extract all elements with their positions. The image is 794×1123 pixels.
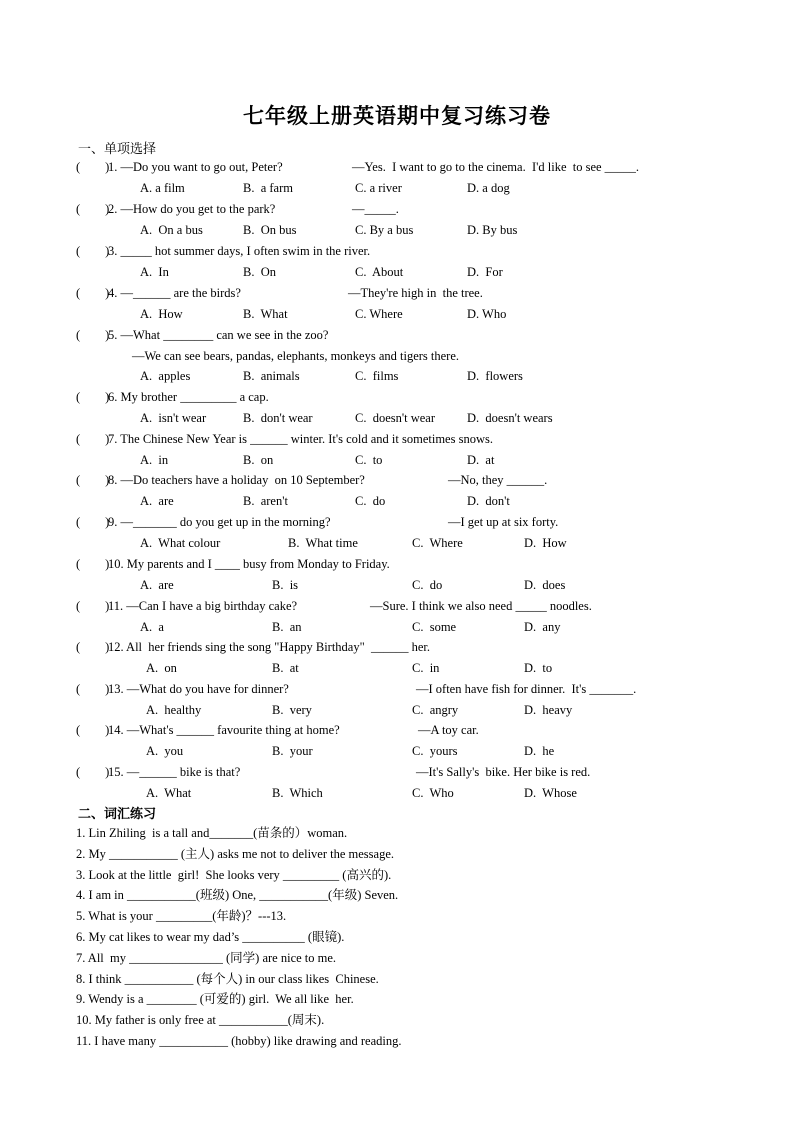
answer-option[interactable]: B. don't wear — [243, 411, 313, 425]
answer-option[interactable]: C. to — [355, 453, 383, 467]
question-response: —They're high in the tree. — [348, 286, 483, 300]
question-text: 7. The Chinese New Year is ______ winter. It's cold and it sometimes snows. — [108, 432, 493, 446]
question-row — [0, 284, 794, 302]
question-row — [0, 513, 794, 531]
question-response: —I often have fish for dinner. It's _______. — [416, 682, 637, 696]
question-response: —It's Sally's bike. Her bike is red. — [416, 765, 591, 779]
options-row — [0, 618, 794, 636]
answer-option[interactable]: A. you — [146, 744, 184, 758]
answer-option[interactable]: A. on — [146, 661, 177, 675]
vocab-item[interactable]: 8. I think ___________ (每个人) in our class likes Chinese. — [76, 972, 379, 986]
question-row — [0, 158, 794, 176]
answer-bracket[interactable]: ( ) — [76, 599, 110, 613]
answer-option[interactable]: D. flowers — [467, 369, 523, 383]
answer-option[interactable]: B. On bus — [243, 223, 297, 237]
answer-option[interactable]: D. at — [467, 453, 495, 467]
answer-option[interactable]: B. Which — [272, 786, 323, 800]
answer-option[interactable]: B. a farm — [243, 181, 293, 195]
answer-option[interactable]: C. Where — [412, 536, 463, 550]
section-heading-multiple-choice: 一、单项选择 — [78, 142, 157, 157]
answer-bracket[interactable]: ( ) — [76, 723, 110, 737]
answer-option[interactable]: D. Who — [467, 307, 507, 321]
vocab-item[interactable]: 11. I have many ___________ (hobby) like drawing and reading. — [76, 1034, 402, 1048]
answer-option[interactable]: B. What — [243, 307, 288, 321]
answer-option[interactable]: C. yours — [412, 744, 458, 758]
vocab-item[interactable]: 6. My cat likes to wear my dad’s __________ (眼镜). — [76, 930, 345, 944]
options-row — [0, 742, 794, 760]
answer-option[interactable]: C. doesn't wear — [355, 411, 436, 425]
question-response: —We can see bears, pandas, elephants, monkeys and tigers there. — [132, 349, 460, 363]
answer-option[interactable]: C. By a bus — [355, 223, 414, 237]
vocab-item[interactable]: 4. I am in ___________(班级) One, ___________(年级) Seven. — [76, 888, 399, 902]
question-text: 9. —_______ do you get up in the morning? — [108, 515, 331, 529]
answer-option[interactable]: B. at — [272, 661, 299, 675]
vocab-item[interactable]: 10. My father is only free at ___________(周末). — [76, 1013, 325, 1027]
question-row — [0, 721, 794, 739]
answer-option[interactable]: D. he — [524, 744, 555, 758]
answer-bracket[interactable]: ( ) — [76, 473, 110, 487]
answer-option[interactable]: A. What — [146, 786, 192, 800]
question-response: —Sure. I think we also need _____ noodles. — [370, 599, 592, 613]
vocab-item[interactable]: 2. My ___________ (主人) asks me not to deliver the message. — [76, 847, 395, 861]
answer-bracket[interactable]: ( ) — [76, 640, 110, 654]
question-text: 1. —Do you want to go out, Peter? — [108, 160, 283, 174]
vocab-item[interactable]: 1. Lin Zhiling is a tall and_______(苗条的）woman. — [76, 826, 348, 840]
answer-bracket[interactable]: ( ) — [76, 765, 110, 779]
question-text: 5. —What ________ can we see in the zoo? — [108, 328, 329, 342]
answer-bracket[interactable]: ( ) — [76, 244, 110, 258]
answer-option[interactable]: D. Whose — [524, 786, 577, 800]
answer-option[interactable]: B. very — [272, 703, 312, 717]
answer-option[interactable]: D. For — [467, 265, 503, 279]
question-response: —_____. — [352, 202, 399, 216]
question-row — [0, 597, 794, 615]
answer-bracket[interactable]: ( ) — [76, 515, 110, 529]
answer-option[interactable]: D. to — [524, 661, 553, 675]
page-title: 七年级上册英语期中复习练习卷 — [243, 103, 551, 128]
answer-bracket[interactable]: ( ) — [76, 682, 110, 696]
options-row — [0, 492, 794, 510]
answer-option[interactable]: A. a — [140, 620, 164, 634]
options-row — [0, 409, 794, 427]
question-row — [0, 200, 794, 218]
options-row — [0, 367, 794, 385]
answer-option[interactable]: C. About — [355, 265, 404, 279]
answer-option[interactable]: B. On — [243, 265, 276, 279]
question-text: 4. —______ are the birds? — [108, 286, 241, 300]
question-row — [0, 388, 794, 406]
question-text: 14. —What's ______ favourite thing at home? — [108, 723, 340, 737]
question-text: 10. My parents and I ____ busy from Monday to Friday. — [108, 557, 390, 571]
question-response: —No, they ______. — [448, 473, 548, 487]
answer-option[interactable]: C. Who — [412, 786, 454, 800]
options-row — [0, 576, 794, 594]
answer-bracket[interactable]: ( ) — [76, 160, 110, 174]
question-text: 11. —Can I have a big birthday cake? — [108, 599, 298, 613]
answer-option[interactable]: A. apples — [140, 369, 191, 383]
answer-option[interactable]: A. a film — [140, 181, 185, 195]
options-row — [0, 179, 794, 197]
answer-option[interactable]: B. aren't — [243, 494, 288, 508]
answer-option[interactable]: A. isn't wear — [140, 411, 207, 425]
options-row — [0, 659, 794, 677]
question-text: 8. —Do teachers have a holiday on 10 September? — [108, 473, 365, 487]
answer-option[interactable]: A. How — [140, 307, 183, 321]
question-row — [0, 680, 794, 698]
answer-option[interactable]: C. a river — [355, 181, 402, 195]
question-row — [0, 555, 794, 573]
answer-option[interactable]: A. In — [140, 265, 169, 279]
question-row — [0, 430, 794, 448]
options-row — [0, 263, 794, 281]
answer-bracket[interactable]: ( ) — [76, 557, 110, 571]
answer-option[interactable]: C. do — [355, 494, 386, 508]
vocab-item[interactable]: 5. What is your _________(年龄)？---13. — [76, 909, 287, 923]
answer-option[interactable]: A. in — [140, 453, 169, 467]
question-text: 3. _____ hot summer days, I often swim in the river. — [108, 244, 371, 258]
vocab-item[interactable]: 9. Wendy is a ________ (可爱的) girl. We all like her. — [76, 992, 354, 1006]
question-row — [0, 326, 794, 344]
answer-option[interactable]: B. is — [272, 578, 299, 592]
answer-option[interactable]: D. does — [524, 578, 566, 592]
answer-bracket[interactable]: ( ) — [76, 390, 110, 404]
answer-option[interactable]: D. heavy — [524, 703, 573, 717]
question-row — [0, 471, 794, 489]
answer-option[interactable]: B. an — [272, 620, 302, 634]
answer-option[interactable]: C. angry — [412, 703, 459, 717]
options-row — [0, 534, 794, 552]
answer-option[interactable]: C. in — [412, 661, 440, 675]
question-response: —Yes. I want to go to the cinema. I'd like to see _____. — [352, 160, 640, 174]
answer-bracket[interactable]: ( ) — [76, 202, 110, 216]
answer-option[interactable]: C. films — [355, 369, 399, 383]
question-text: 6. My brother _________ a cap. — [108, 390, 269, 404]
question-text: 15. —______ bike is that? — [108, 765, 241, 779]
answer-option[interactable]: A. are — [140, 494, 174, 508]
options-row — [0, 221, 794, 239]
question-row — [0, 763, 794, 781]
answer-bracket[interactable]: ( ) — [76, 286, 110, 300]
answer-option[interactable]: D. a dog — [467, 181, 510, 195]
answer-option[interactable]: B. on — [243, 453, 274, 467]
options-row — [0, 701, 794, 719]
vocab-item[interactable]: 3. Look at the little girl! She looks very _________ (高兴的). — [76, 868, 392, 882]
answer-option[interactable]: D. any — [524, 620, 561, 634]
section-heading-vocabulary: 二、词汇练习 — [78, 807, 157, 822]
answer-option[interactable]: A. What colour — [140, 536, 221, 550]
question-text: 13. —What do you have for dinner? — [108, 682, 289, 696]
options-row — [0, 305, 794, 323]
answer-option[interactable]: A. On a bus — [140, 223, 203, 237]
options-row — [0, 784, 794, 802]
question-row — [0, 638, 794, 656]
answer-option[interactable]: B. your — [272, 744, 313, 758]
answer-option[interactable]: D. don't — [467, 494, 510, 508]
answer-option[interactable]: A. are — [140, 578, 174, 592]
answer-option[interactable]: C. Where — [355, 307, 403, 321]
answer-option[interactable]: D. doesn't wears — [467, 411, 553, 425]
answer-option[interactable]: A. healthy — [146, 703, 202, 717]
answer-option[interactable]: C. some — [412, 620, 457, 634]
answer-option[interactable]: B. What time — [288, 536, 358, 550]
question-response: —I get up at six forty. — [448, 515, 559, 529]
answer-bracket[interactable]: ( ) — [76, 432, 110, 446]
question-response: —A toy car. — [418, 723, 479, 737]
answer-bracket[interactable]: ( ) — [76, 328, 110, 342]
answer-option[interactable]: B. animals — [243, 369, 300, 383]
question-row — [0, 242, 794, 260]
vocab-item[interactable]: 7. All my _______________ (同学) are nice to me. — [76, 951, 337, 965]
answer-option[interactable]: D. By bus — [467, 223, 518, 237]
question-text: 2. —How do you get to the park? — [108, 202, 276, 216]
options-row — [0, 451, 794, 469]
question-text: 12. All her friends sing the song "Happy Birthday" ______ her. — [108, 640, 430, 654]
answer-option[interactable]: D. How — [524, 536, 567, 550]
answer-option[interactable]: C. do — [412, 578, 443, 592]
